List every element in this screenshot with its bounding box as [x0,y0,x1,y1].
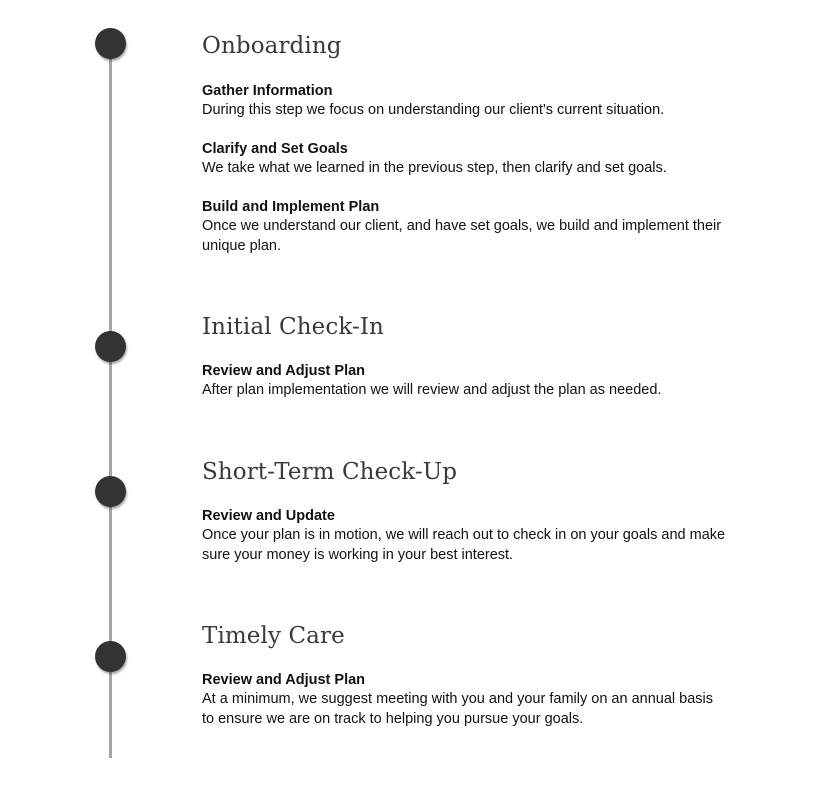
section-title-onboarding: Onboarding [202,33,342,59]
step-clarify-set-goals [202,140,762,179]
section-title-initial-check-in: Initial Check-In [202,314,384,340]
step-review-update [202,507,732,565]
step-title: Build and Implement Plan [202,199,380,215]
step-review-adjust-plan-annual [202,671,722,729]
step-title: Review and Adjust Plan [202,672,366,688]
step-description: At a minimum, we suggest meeting with you and your family on an annual basis to ensure we are on track to helping you pursue your goals. [202,691,713,727]
step-review-adjust-plan [202,362,762,401]
timeline-marker-timely-care [95,641,126,672]
timeline-marker-short-term-check-up [95,476,126,507]
step-description: During this step we focus on understanding our client's current situation. [202,102,665,118]
timeline-marker-onboarding [95,28,126,59]
step-description: Once your plan is in motion, we will reach out to check in on your goals and make sure your money is working in your best interest. [202,527,726,563]
step-build-implement-plan [202,198,742,256]
step-title: Clarify and Set Goals [202,141,348,157]
step-description: After plan implementation we will review and adjust the plan as needed. [202,382,662,398]
step-title: Review and Adjust Plan [202,363,366,379]
step-description: We take what we learned in the previous step, then clarify and set goals. [202,160,667,176]
step-title: Gather Information [202,83,333,99]
section-title-timely-care: Timely Care [202,623,345,649]
step-gather-information [202,82,762,121]
step-description: Once we understand our client, and have set goals, we build and implement their unique plan. [202,218,722,254]
step-title: Review and Update [202,508,335,524]
section-title-short-term-check-up: Short-Term Check-Up [202,459,458,485]
timeline-marker-initial-check-in [95,331,126,362]
